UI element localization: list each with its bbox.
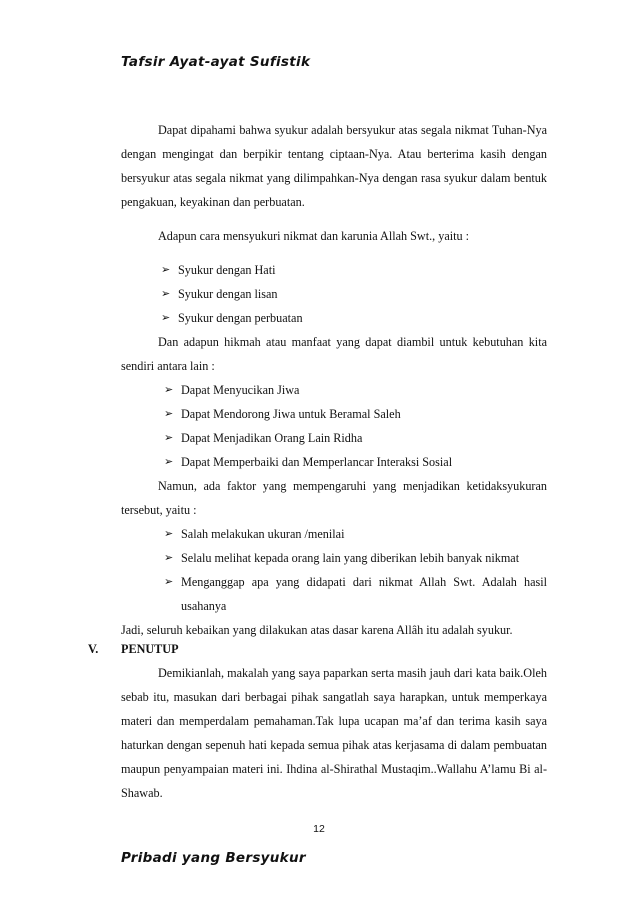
main-text [121, 118, 547, 642]
arrow-bullet-icon: ➢ [164, 431, 174, 444]
arrow-bullet-icon: ➢ [161, 287, 171, 300]
list-item: ➢ Selalu melihat kepada orang lain yang diberikan lebih banyak nikmat [121, 546, 547, 570]
list-item: ➢ Dapat Mendorong Jiwa untuk Beramal Saleh [121, 402, 547, 426]
list-item: ➢ Dapat Menyucikan Jiwa [121, 378, 547, 402]
list-item: ➢ Dapat Memperbaiki dan Memperlancar Interaksi Sosial [121, 450, 547, 474]
paragraph-faktor: Namun, ada faktor yang mempengaruhi yang menjadikan ketidaksyukuran tersebut, yaitu : [121, 479, 547, 517]
list-item: ➢ Salah melakukan ukuran /menilai [121, 522, 547, 546]
arrow-bullet-icon: ➢ [161, 311, 171, 324]
paragraph-penutup: Demikianlah, makalah yang saya paparkan serta masih jauh dari kata baik.Oleh sebab itu, masukan dari berbagai pihak sangatlah saya harapkan, untuk memperkaya materi dan memperdalam pemahaman.Tak lupa ucapan ma’af dan terima kasih saya haturkan dengan sepenuh hati kepada semua pihak atas kerjasama di dalam pembuatan maupun penyampaian materi ini. Ihdina al-Shirathal Mustaqim..Wallahu A’lamu Bi al-Shawab. [121, 666, 547, 800]
list-item: ➢ Dapat Menjadikan Orang Lain Ridha [121, 426, 547, 450]
arrow-bullet-icon: ➢ [164, 551, 174, 564]
running-footer: Pribadi yang Bersyukur [121, 850, 306, 866]
list-item: ➢ Menganggap apa yang didapati dari nikmat Allah Swt. Adalah hasil usahanya [121, 570, 547, 618]
paragraph-hikmah: Dan adapun hikmah atau manfaat yang dapat diambil untuk kebutuhan kita sendiri antara lain : [121, 335, 547, 373]
arrow-bullet-icon: ➢ [164, 575, 174, 588]
paragraph-definisi-syukur: Dapat dipahami bahwa syukur adalah bersyukur atas segala nikmat Tuhan-Nya dengan mengingat dan berpikir tentang ciptaan-Nya. Atau berterima kasih dengan bersyukur atas segala nikmat yang dilimpahkan-Nya dengan rasa syukur dalam bentuk pengakuan, keyakinan dan perbuatan. [121, 123, 547, 209]
arrow-bullet-icon: ➢ [164, 527, 174, 540]
arrow-bullet-icon: ➢ [161, 263, 171, 276]
page-number: 12 [313, 823, 325, 835]
list-hikmah [121, 378, 547, 474]
section-number: V. [88, 642, 99, 656]
paragraph-cara-syukur: Adapun cara mensyukuri nikmat dan karunia Allah Swt., yaitu : [158, 229, 470, 243]
paragraph-kesimpulan: Jadi, seluruh kebaikan yang dilakukan atas dasar karena Allâh itu adalah syukur. [121, 623, 513, 637]
list-item: ➢ Syukur dengan lisan [121, 282, 547, 306]
arrow-bullet-icon: ➢ [164, 455, 174, 468]
section-title: PENUTUP [121, 642, 179, 656]
list-cara-syukur [121, 258, 547, 330]
arrow-bullet-icon: ➢ [164, 407, 174, 420]
list-item: ➢ Syukur dengan Hati [121, 258, 547, 282]
arrow-bullet-icon: ➢ [164, 383, 174, 396]
list-item: ➢ Syukur dengan perbuatan [121, 306, 547, 330]
running-header: Tafsir Ayat-ayat Sufistik [121, 54, 311, 70]
list-faktor [121, 522, 547, 618]
